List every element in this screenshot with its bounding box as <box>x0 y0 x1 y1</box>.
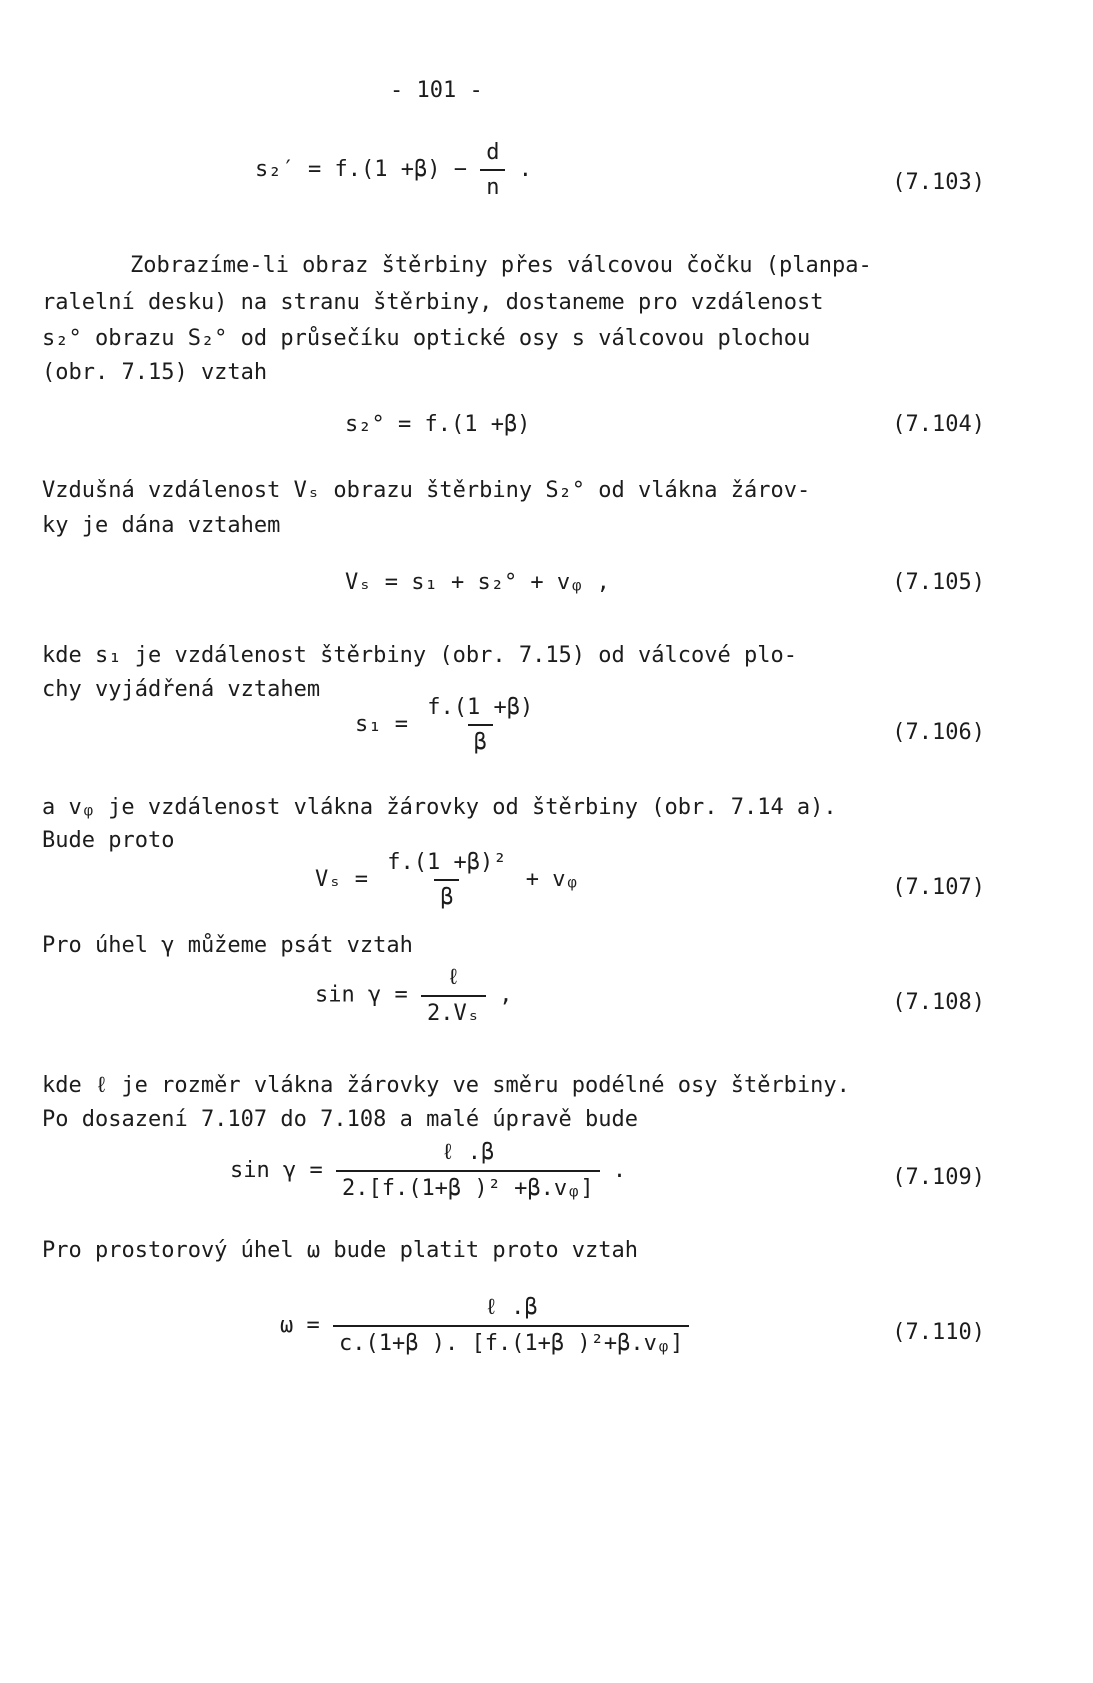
equation-7-104: s₂° = f.(1 +β) <box>345 412 531 437</box>
fraction-denominator: 2.[f.(1+β )² +β.vᵩ] <box>336 1170 600 1202</box>
eq-tail: + vᵩ <box>525 867 579 892</box>
eq-fraction <box>333 1295 689 1357</box>
equation-7-108 <box>315 965 512 1026</box>
eq-fraction <box>381 850 512 910</box>
equation-number: (7.108) <box>892 990 985 1015</box>
fraction-numerator: f.(1 +β) <box>427 695 534 720</box>
paragraph-line: Vzdušná vzdálenost Vₛ obrazu štěrbiny S₂° od vlákna žárov- <box>42 478 811 503</box>
paragraph-line: ralelní desku) na stranu štěrbiny, dostaneme pro vzdálenost <box>42 290 824 315</box>
fraction-numerator: f.(1 +β)² <box>387 850 507 875</box>
eq-expr: f.(1 +β) − <box>334 157 467 182</box>
paragraph-line: chy vyjádřená vztahem <box>42 677 321 702</box>
fraction-denominator: n <box>480 169 505 200</box>
equation-number: (7.103) <box>892 170 985 195</box>
eq-lhs: Vₛ = <box>315 867 368 892</box>
paragraph-line: ky je dána vztahem <box>42 513 281 538</box>
eq-tail: , <box>499 982 513 1008</box>
paragraph-line: s₂° obrazu S₂° od průsečíku optické osy s válcovou plochou <box>42 326 811 351</box>
eq-tail: . <box>518 157 532 182</box>
equation-number: (7.105) <box>892 570 985 595</box>
equation-7-105: Vₛ = s₁ + s₂° + vᵩ , <box>345 570 610 595</box>
equation-number: (7.106) <box>892 720 985 745</box>
paragraph-line: a vᵩ je vzdálenost vlákna žárovky od štěrbiny (obr. 7.14 a). <box>42 795 837 820</box>
fraction-denominator: β <box>434 879 459 910</box>
fraction-numerator: ℓ <box>446 965 461 990</box>
fraction-numerator: ℓ .β <box>441 1140 495 1165</box>
paragraph-line: Bude proto <box>42 828 175 853</box>
eq-tail: . <box>612 1158 627 1183</box>
fraction-numerator: d <box>486 140 500 165</box>
equation-number: (7.104) <box>892 412 985 437</box>
equation-number: (7.107) <box>892 875 985 900</box>
paragraph-line: Zobrazíme-li obraz štěrbiny přes válcovou čočku (planpa- <box>130 253 872 278</box>
paragraph-line: Po dosazení 7.107 do 7.108 a malé úpravě bude <box>42 1107 639 1132</box>
fraction-denominator: c.(1+β ). [f.(1+β )²+β.vᵩ] <box>333 1325 689 1357</box>
eq-lhs: s₁ = <box>355 712 408 737</box>
eq-fraction <box>421 695 539 755</box>
eq-fraction <box>480 140 505 200</box>
fraction-numerator: ℓ .β <box>484 1295 538 1320</box>
eq-fraction <box>421 965 486 1026</box>
equation-number: (7.109) <box>892 1165 985 1190</box>
equation-7-107 <box>315 850 579 910</box>
eq-lhs: ω = <box>280 1313 320 1338</box>
paragraph-line: kde s₁ je vzdálenost štěrbiny (obr. 7.15) od válcové plo- <box>42 643 797 668</box>
paragraph-line: (obr. 7.15) vztah <box>42 360 268 385</box>
equation-7-106 <box>355 695 539 755</box>
paragraph-line: Pro prostorový úhel ω bude platit proto vztah <box>42 1238 639 1263</box>
paragraph-line: kde ℓ je rozměr vlákna žárovky ve směru podélné osy štěrbiny. <box>42 1073 850 1098</box>
fraction-denominator: 2.Vₛ <box>421 995 486 1026</box>
eq-lhs: sin γ = <box>315 982 408 1008</box>
eq-lhs: sin γ = <box>230 1158 323 1183</box>
paragraph-line: Pro úhel γ můžeme psát vztah <box>42 933 413 958</box>
page-number: - 101 - <box>390 78 483 103</box>
eq-fraction <box>336 1140 600 1202</box>
fraction-denominator: β <box>468 724 493 755</box>
equation-7-109 <box>230 1140 626 1202</box>
eq-lhs: s₂′ = <box>255 157 322 182</box>
equation-7-103 <box>255 140 532 200</box>
equation-number: (7.110) <box>892 1320 985 1345</box>
equation-7-110 <box>280 1295 689 1357</box>
